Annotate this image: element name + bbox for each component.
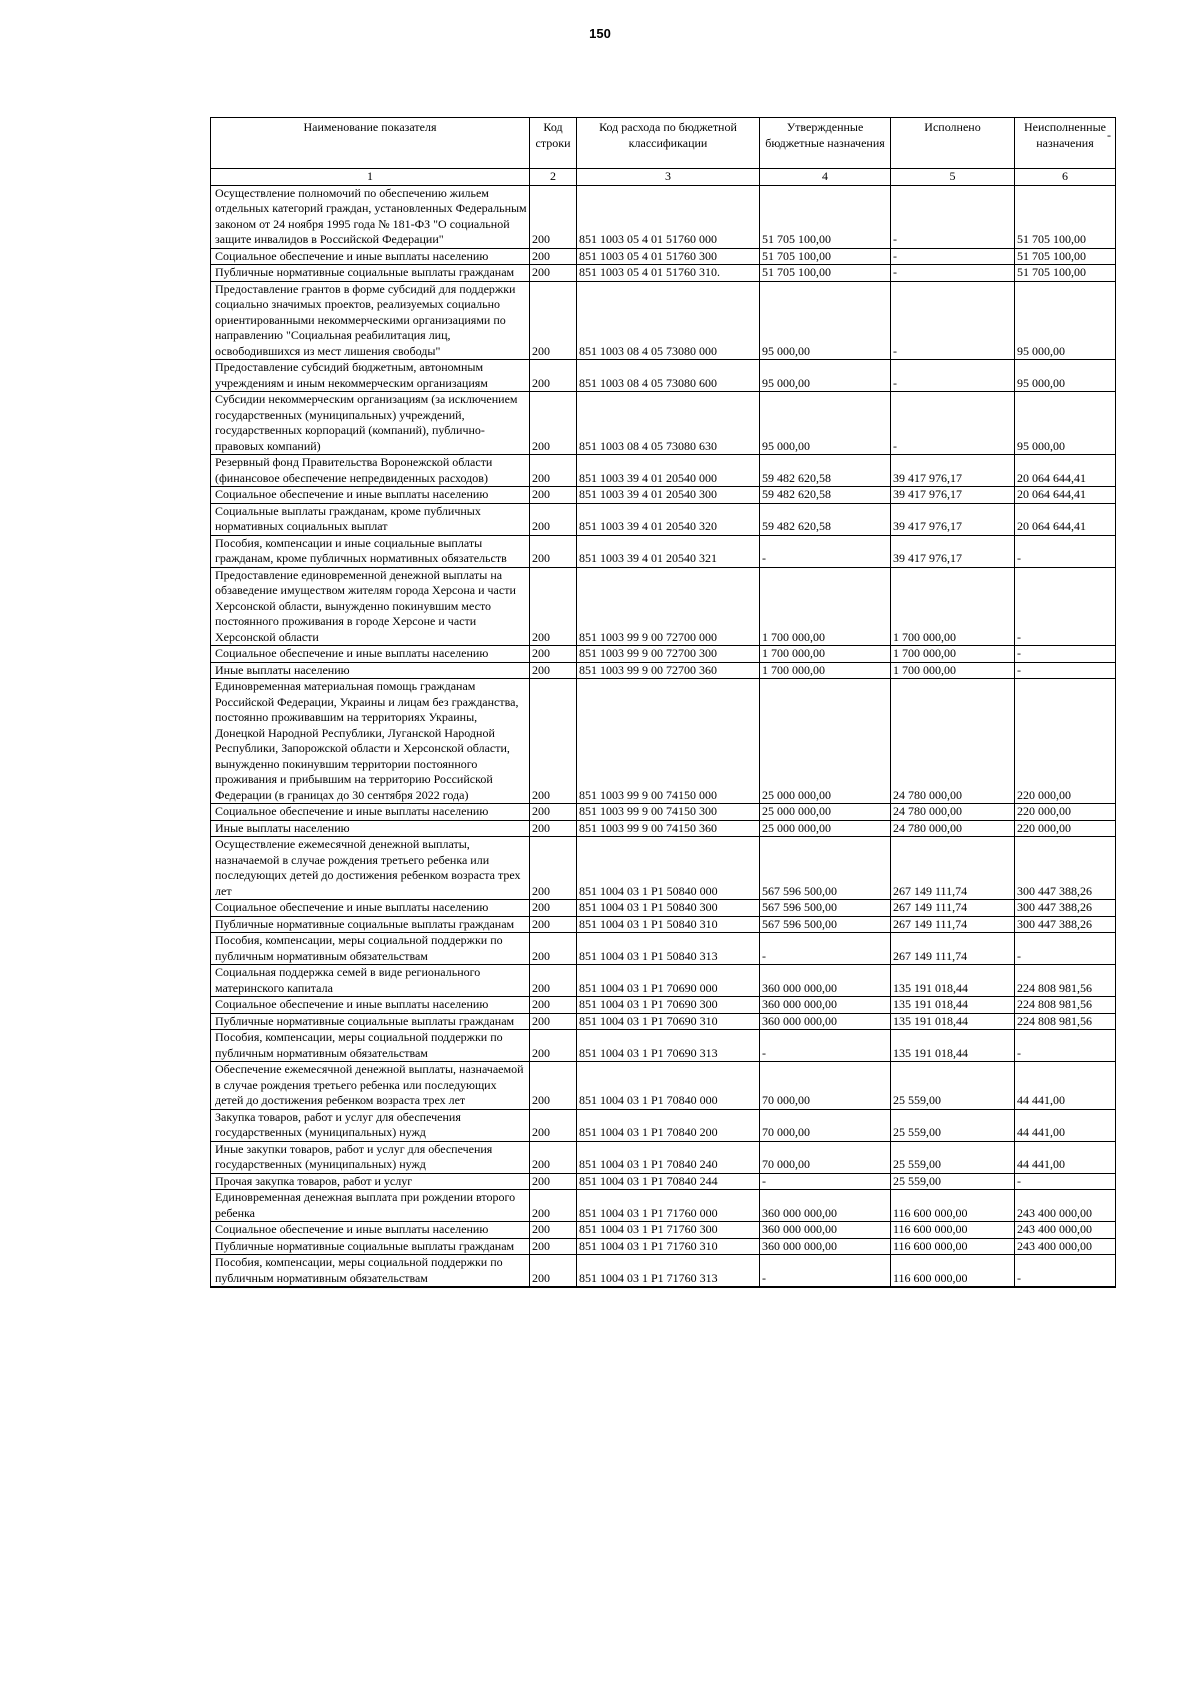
row-unexecuted-amount: 20 064 644,41 [1015, 455, 1116, 487]
row-executed-amount: 116 600 000,00 [891, 1255, 1015, 1288]
row-approved-amount: 70 000,00 [760, 1062, 891, 1110]
row-executed-amount: 1 700 000,00 [891, 567, 1015, 646]
row-classification-code: 851 1004 03 1 P1 70840 000 [577, 1062, 760, 1110]
row-executed-amount: - [891, 392, 1015, 455]
row-indicator-name: Иные выплаты населению [211, 820, 530, 837]
margin-mark: - [1107, 128, 1111, 142]
row-executed-amount: 135 191 018,44 [891, 965, 1015, 997]
row-executed-amount: 116 600 000,00 [891, 1190, 1015, 1222]
row-line-code: 200 [530, 360, 577, 392]
row-approved-amount: 51 705 100,00 [760, 185, 891, 248]
row-indicator-name: Публичные нормативные социальные выплаты гражданам [211, 1238, 530, 1255]
row-classification-code: 851 1003 39 4 01 20540 321 [577, 535, 760, 567]
row-classification-code: 851 1004 03 1 P1 50840 310 [577, 916, 760, 933]
row-executed-amount: 24 780 000,00 [891, 820, 1015, 837]
table-row [211, 1141, 1116, 1173]
row-indicator-name: Социальные выплаты гражданам, кроме публичных нормативных социальных выплат [211, 503, 530, 535]
row-indicator-name: Социальное обеспечение и иные выплаты населению [211, 646, 530, 663]
row-unexecuted-amount: 300 447 388,26 [1015, 900, 1116, 917]
row-executed-amount: 135 191 018,44 [891, 997, 1015, 1014]
row-unexecuted-amount: 51 705 100,00 [1015, 248, 1116, 265]
table-row [211, 392, 1116, 455]
row-indicator-name: Обеспечение ежемесячной денежной выплаты, назначаемой в случае рождения третьего ребенка или последующих детей до достижения ребенком возраста трех лет [211, 1062, 530, 1110]
row-unexecuted-amount: 243 400 000,00 [1015, 1190, 1116, 1222]
row-indicator-name: Осуществление ежемесячной денежной выплаты, назначаемой в случае рождения третьего ребенка или последующих детей до достижения ребенком возраста трех лет [211, 837, 530, 900]
table-row [211, 1238, 1116, 1255]
column-number: 6 [1015, 169, 1116, 186]
row-indicator-name: Социальное обеспечение и иные выплаты населению [211, 804, 530, 821]
row-line-code: 200 [530, 1173, 577, 1190]
row-approved-amount: 95 000,00 [760, 281, 891, 360]
table-row [211, 281, 1116, 360]
row-indicator-name: Предоставление единовременной денежной выплаты на обзаведение имуществом жителям города Херсона и части Херсонской области, вынужденно покинувшим место постоянного проживания в городе Херсоне и части Херсонской области [211, 567, 530, 646]
row-executed-amount: - [891, 265, 1015, 282]
row-line-code: 200 [530, 997, 577, 1014]
row-unexecuted-amount: 51 705 100,00 [1015, 185, 1116, 248]
row-unexecuted-amount: - [1015, 933, 1116, 965]
row-line-code: 200 [530, 1013, 577, 1030]
row-classification-code: 851 1003 05 4 01 51760 300 [577, 248, 760, 265]
row-approved-amount: 360 000 000,00 [760, 965, 891, 997]
table-row [211, 804, 1116, 821]
header-approved: Утвержденные бюджетные назначения [760, 118, 891, 169]
header-line-code: Код строки [530, 118, 577, 169]
column-number: 5 [891, 169, 1015, 186]
row-approved-amount: - [760, 1173, 891, 1190]
row-unexecuted-amount: 20 064 644,41 [1015, 487, 1116, 504]
row-approved-amount: - [760, 535, 891, 567]
row-approved-amount: 25 000 000,00 [760, 804, 891, 821]
row-indicator-name: Иные закупки товаров, работ и услуг для обеспечения государственных (муниципальных) нужд [211, 1141, 530, 1173]
row-classification-code: 851 1004 03 1 P1 71760 313 [577, 1255, 760, 1288]
row-classification-code: 851 1004 03 1 P1 50840 313 [577, 933, 760, 965]
row-approved-amount: - [760, 1030, 891, 1062]
row-line-code: 200 [530, 1190, 577, 1222]
row-unexecuted-amount: 44 441,00 [1015, 1109, 1116, 1141]
row-unexecuted-amount: 224 808 981,56 [1015, 1013, 1116, 1030]
table-row [211, 535, 1116, 567]
row-indicator-name: Предоставление грантов в форме субсидий для поддержки социально значимых проектов, реализуемых социально ориентированными некоммерческими организациями по направлению "Социальная реабилитация лиц, освободившихся из мест лишения свободы" [211, 281, 530, 360]
row-line-code: 200 [530, 185, 577, 248]
row-executed-amount: - [891, 360, 1015, 392]
row-line-code: 200 [530, 679, 577, 804]
row-indicator-name: Резервный фонд Правительства Воронежской области (финансовое обеспечение непредвиденных расходов) [211, 455, 530, 487]
table-row [211, 1030, 1116, 1062]
row-approved-amount: 567 596 500,00 [760, 837, 891, 900]
row-indicator-name: Публичные нормативные социальные выплаты гражданам [211, 265, 530, 282]
header-unexecuted: Неисполненные назначения [1015, 118, 1116, 169]
table-row [211, 1109, 1116, 1141]
page-number: 150 [589, 26, 611, 41]
row-approved-amount: 360 000 000,00 [760, 1190, 891, 1222]
row-unexecuted-amount: 20 064 644,41 [1015, 503, 1116, 535]
table-row [211, 1222, 1116, 1239]
table-row [211, 997, 1116, 1014]
row-approved-amount: 95 000,00 [760, 360, 891, 392]
row-unexecuted-amount: - [1015, 646, 1116, 663]
row-line-code: 200 [530, 1222, 577, 1239]
row-classification-code: 851 1003 99 9 00 72700 000 [577, 567, 760, 646]
row-approved-amount: 360 000 000,00 [760, 1238, 891, 1255]
header-executed: Исполнено [891, 118, 1015, 169]
row-executed-amount: 1 700 000,00 [891, 646, 1015, 663]
row-classification-code: 851 1003 05 4 01 51760 000 [577, 185, 760, 248]
row-unexecuted-amount: 300 447 388,26 [1015, 837, 1116, 900]
row-executed-amount: 24 780 000,00 [891, 679, 1015, 804]
row-classification-code: 851 1004 03 1 P1 71760 000 [577, 1190, 760, 1222]
row-approved-amount: 70 000,00 [760, 1141, 891, 1173]
row-approved-amount: 51 705 100,00 [760, 248, 891, 265]
row-classification-code: 851 1004 03 1 P1 50840 300 [577, 900, 760, 917]
row-classification-code: 851 1004 03 1 P1 70690 000 [577, 965, 760, 997]
row-classification-code: 851 1003 99 9 00 74150 000 [577, 679, 760, 804]
row-executed-amount: 39 417 976,17 [891, 455, 1015, 487]
row-unexecuted-amount: 220 000,00 [1015, 679, 1116, 804]
row-classification-code: 851 1004 03 1 P1 70690 300 [577, 997, 760, 1014]
row-classification-code: 851 1004 03 1 P1 70840 200 [577, 1109, 760, 1141]
table-row [211, 820, 1116, 837]
row-line-code: 200 [530, 392, 577, 455]
row-line-code: 200 [530, 1030, 577, 1062]
row-indicator-name: Осуществление полномочий по обеспечению жильем отдельных категорий граждан, установленных Федеральным законом от 24 ноября 1995 года № 181-ФЗ "О социальной защите инвалидов в Российской Федерации" [211, 185, 530, 248]
row-classification-code: 851 1004 03 1 P1 71760 310 [577, 1238, 760, 1255]
row-line-code: 200 [530, 567, 577, 646]
row-classification-code: 851 1004 03 1 P1 70840 244 [577, 1173, 760, 1190]
row-approved-amount: 567 596 500,00 [760, 916, 891, 933]
table-row [211, 567, 1116, 646]
row-approved-amount: 59 482 620,58 [760, 455, 891, 487]
row-unexecuted-amount: 220 000,00 [1015, 804, 1116, 821]
row-executed-amount: 39 417 976,17 [891, 535, 1015, 567]
row-indicator-name: Пособия, компенсации, меры социальной поддержки по публичным нормативным обязательствам [211, 1255, 530, 1288]
row-line-code: 200 [530, 455, 577, 487]
table-row [211, 900, 1116, 917]
table-row [211, 837, 1116, 900]
row-indicator-name: Единовременная денежная выплата при рождении второго ребенка [211, 1190, 530, 1222]
row-approved-amount: - [760, 933, 891, 965]
row-line-code: 200 [530, 900, 577, 917]
row-approved-amount: 360 000 000,00 [760, 1222, 891, 1239]
row-line-code: 200 [530, 820, 577, 837]
row-classification-code: 851 1003 39 4 01 20540 300 [577, 487, 760, 504]
table-row [211, 1173, 1116, 1190]
row-executed-amount: 25 559,00 [891, 1141, 1015, 1173]
row-approved-amount: 59 482 620,58 [760, 487, 891, 504]
table-row [211, 933, 1116, 965]
column-number: 2 [530, 169, 577, 186]
row-unexecuted-amount: 44 441,00 [1015, 1062, 1116, 1110]
table-row [211, 1255, 1116, 1288]
row-approved-amount: - [760, 1255, 891, 1288]
row-indicator-name: Социальное обеспечение и иные выплаты населению [211, 900, 530, 917]
row-line-code: 200 [530, 265, 577, 282]
row-indicator-name: Публичные нормативные социальные выплаты гражданам [211, 916, 530, 933]
table-row [211, 679, 1116, 804]
row-approved-amount: 567 596 500,00 [760, 900, 891, 917]
row-line-code: 200 [530, 646, 577, 663]
row-executed-amount: 267 149 111,74 [891, 900, 1015, 917]
table-row [211, 265, 1116, 282]
row-line-code: 200 [530, 804, 577, 821]
row-executed-amount: 25 559,00 [891, 1173, 1015, 1190]
row-unexecuted-amount: 243 400 000,00 [1015, 1222, 1116, 1239]
row-classification-code: 851 1004 03 1 P1 50840 000 [577, 837, 760, 900]
row-classification-code: 851 1003 08 4 05 73080 600 [577, 360, 760, 392]
row-line-code: 200 [530, 1238, 577, 1255]
table-row [211, 1062, 1116, 1110]
row-classification-code: 851 1003 05 4 01 51760 310. [577, 265, 760, 282]
table-row [211, 185, 1116, 248]
column-number: 3 [577, 169, 760, 186]
row-line-code: 200 [530, 1255, 577, 1288]
row-approved-amount: 1 700 000,00 [760, 662, 891, 679]
table-row [211, 248, 1116, 265]
row-unexecuted-amount: 224 808 981,56 [1015, 997, 1116, 1014]
row-approved-amount: 1 700 000,00 [760, 646, 891, 663]
table-row [211, 646, 1116, 663]
row-unexecuted-amount: 95 000,00 [1015, 281, 1116, 360]
row-indicator-name: Закупка товаров, работ и услуг для обеспечения государственных (муниципальных) нужд [211, 1109, 530, 1141]
table-row [211, 1013, 1116, 1030]
row-indicator-name: Социальное обеспечение и иные выплаты населению [211, 997, 530, 1014]
row-classification-code: 851 1003 99 9 00 72700 300 [577, 646, 760, 663]
table-row [211, 965, 1116, 997]
row-executed-amount: - [891, 248, 1015, 265]
row-approved-amount: 360 000 000,00 [760, 1013, 891, 1030]
row-line-code: 200 [530, 1062, 577, 1110]
row-approved-amount: 360 000 000,00 [760, 997, 891, 1014]
row-executed-amount: 116 600 000,00 [891, 1238, 1015, 1255]
row-line-code: 200 [530, 503, 577, 535]
row-line-code: 200 [530, 933, 577, 965]
row-approved-amount: 51 705 100,00 [760, 265, 891, 282]
row-executed-amount: 267 149 111,74 [891, 916, 1015, 933]
row-line-code: 200 [530, 837, 577, 900]
row-approved-amount: 59 482 620,58 [760, 503, 891, 535]
table-row [211, 662, 1116, 679]
row-classification-code: 851 1003 99 9 00 74150 300 [577, 804, 760, 821]
row-unexecuted-amount: - [1015, 1255, 1116, 1288]
row-unexecuted-amount: - [1015, 1030, 1116, 1062]
row-executed-amount: 135 191 018,44 [891, 1030, 1015, 1062]
row-indicator-name: Прочая закупка товаров, работ и услуг [211, 1173, 530, 1190]
header-classification-code: Код расхода по бюджетной классификации [577, 118, 760, 169]
table-row [211, 503, 1116, 535]
row-line-code: 200 [530, 248, 577, 265]
column-number: 1 [211, 169, 530, 186]
row-unexecuted-amount: - [1015, 535, 1116, 567]
row-indicator-name: Пособия, компенсации и иные социальные выплаты гражданам, кроме публичных нормативных обязательств [211, 535, 530, 567]
row-indicator-name: Пособия, компенсации, меры социальной поддержки по публичным нормативным обязательствам [211, 933, 530, 965]
row-indicator-name: Предоставление субсидий бюджетным, автономным учреждениям и иным некоммерческим организациям [211, 360, 530, 392]
column-number: 4 [760, 169, 891, 186]
row-classification-code: 851 1003 08 4 05 73080 000 [577, 281, 760, 360]
row-classification-code: 851 1003 39 4 01 20540 000 [577, 455, 760, 487]
row-classification-code: 851 1004 03 1 P1 70690 310 [577, 1013, 760, 1030]
row-executed-amount: 135 191 018,44 [891, 1013, 1015, 1030]
row-line-code: 200 [530, 1109, 577, 1141]
row-indicator-name: Социальное обеспечение и иные выплаты населению [211, 248, 530, 265]
row-indicator-name: Пособия, компенсации, меры социальной поддержки по публичным нормативным обязательствам [211, 1030, 530, 1062]
table-body [211, 185, 1116, 1287]
row-unexecuted-amount: - [1015, 662, 1116, 679]
row-unexecuted-amount: 51 705 100,00 [1015, 265, 1116, 282]
column-number-row [211, 169, 1116, 186]
row-executed-amount: 116 600 000,00 [891, 1222, 1015, 1239]
row-unexecuted-amount: 95 000,00 [1015, 392, 1116, 455]
row-indicator-name: Социальное обеспечение и иные выплаты населению [211, 487, 530, 504]
row-approved-amount: 70 000,00 [760, 1109, 891, 1141]
row-classification-code: 851 1004 03 1 P1 70840 240 [577, 1141, 760, 1173]
row-approved-amount: 25 000 000,00 [760, 820, 891, 837]
row-classification-code: 851 1003 08 4 05 73080 630 [577, 392, 760, 455]
row-executed-amount: - [891, 185, 1015, 248]
row-unexecuted-amount: 243 400 000,00 [1015, 1238, 1116, 1255]
row-classification-code: 851 1004 03 1 P1 70690 313 [577, 1030, 760, 1062]
budget-execution-table [210, 117, 1116, 1288]
row-executed-amount: 39 417 976,17 [891, 487, 1015, 504]
row-line-code: 200 [530, 487, 577, 504]
table-row [211, 360, 1116, 392]
row-unexecuted-amount: - [1015, 1173, 1116, 1190]
row-indicator-name: Социальное обеспечение и иные выплаты населению [211, 1222, 530, 1239]
row-unexecuted-amount: - [1015, 567, 1116, 646]
table-header-row [211, 118, 1116, 169]
header-indicator-name: Наименование показателя [211, 118, 530, 169]
row-unexecuted-amount: 300 447 388,26 [1015, 916, 1116, 933]
row-unexecuted-amount: 220 000,00 [1015, 820, 1116, 837]
row-indicator-name: Публичные нормативные социальные выплаты гражданам [211, 1013, 530, 1030]
table-row [211, 916, 1116, 933]
row-indicator-name: Единовременная материальная помощь гражданам Российской Федерации, Украины и лицам без гражданства, постоянно проживавшим на территориях Украины, Донецкой Народной Республики, Луганской Народной Республики, Запорожской области и Херсонской области, вынужденно покинувшим территории постоянного проживания и прибывшим на территорию Российской Федерации (в границах до 30 сентября 2022 года) [211, 679, 530, 804]
table-row [211, 1190, 1116, 1222]
row-executed-amount: 39 417 976,17 [891, 503, 1015, 535]
row-line-code: 200 [530, 662, 577, 679]
row-executed-amount: 1 700 000,00 [891, 662, 1015, 679]
row-line-code: 200 [530, 1141, 577, 1173]
row-executed-amount: 24 780 000,00 [891, 804, 1015, 821]
row-unexecuted-amount: 224 808 981,56 [1015, 965, 1116, 997]
row-indicator-name: Социальная поддержка семей в виде регионального материнского капитала [211, 965, 530, 997]
row-executed-amount: 267 149 111,74 [891, 933, 1015, 965]
row-executed-amount: 267 149 111,74 [891, 837, 1015, 900]
row-approved-amount: 1 700 000,00 [760, 567, 891, 646]
row-line-code: 200 [530, 281, 577, 360]
row-executed-amount: 25 559,00 [891, 1062, 1015, 1110]
row-approved-amount: 25 000 000,00 [760, 679, 891, 804]
row-unexecuted-amount: 95 000,00 [1015, 360, 1116, 392]
row-approved-amount: 95 000,00 [760, 392, 891, 455]
row-classification-code: 851 1004 03 1 P1 71760 300 [577, 1222, 760, 1239]
row-unexecuted-amount: 44 441,00 [1015, 1141, 1116, 1173]
row-line-code: 200 [530, 535, 577, 567]
row-classification-code: 851 1003 39 4 01 20540 320 [577, 503, 760, 535]
row-indicator-name: Субсидии некоммерческим организациям (за исключением государственных (муниципальных) учреждений, государственных корпораций (компаний), публично-правовых компаний) [211, 392, 530, 455]
row-classification-code: 851 1003 99 9 00 72700 360 [577, 662, 760, 679]
table-row [211, 487, 1116, 504]
row-indicator-name: Иные выплаты населению [211, 662, 530, 679]
table-row [211, 455, 1116, 487]
row-executed-amount: 25 559,00 [891, 1109, 1015, 1141]
row-executed-amount: - [891, 281, 1015, 360]
row-classification-code: 851 1003 99 9 00 74150 360 [577, 820, 760, 837]
row-line-code: 200 [530, 965, 577, 997]
row-line-code: 200 [530, 916, 577, 933]
